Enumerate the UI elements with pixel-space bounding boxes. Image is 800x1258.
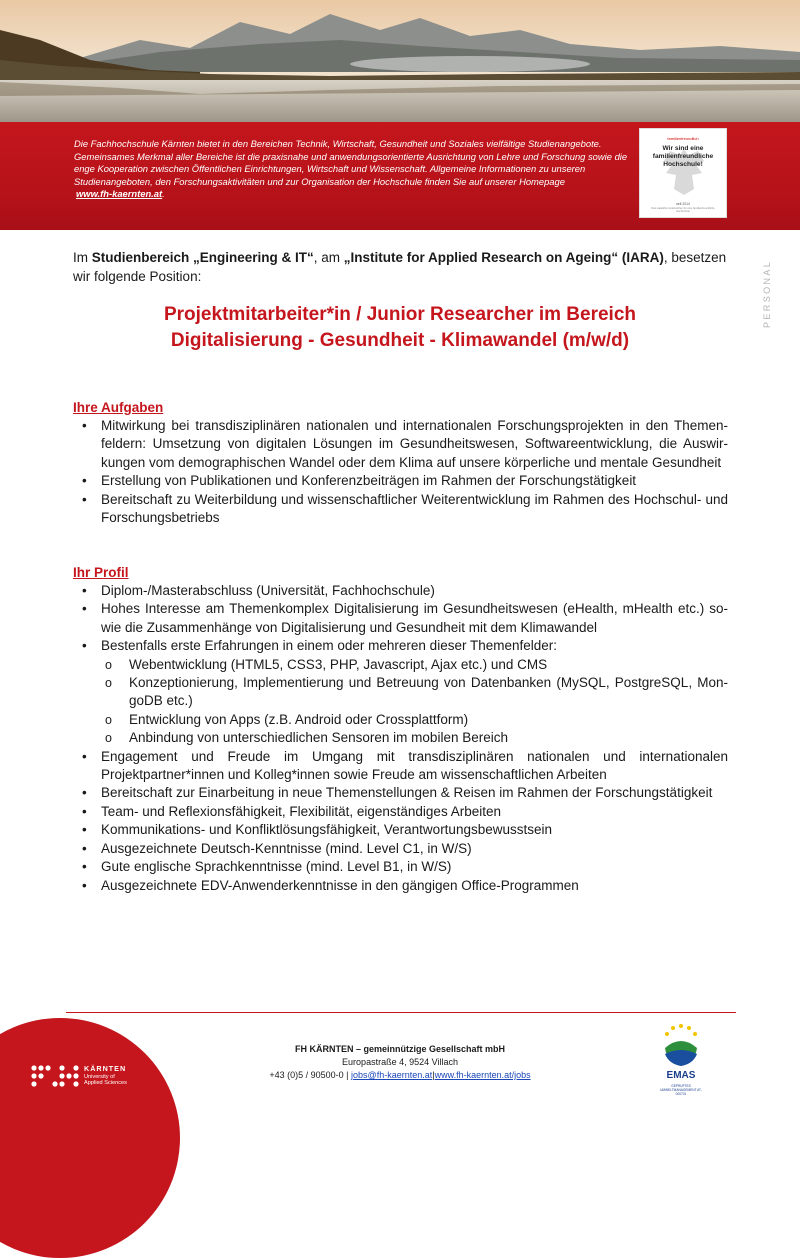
badge-small-text: Das staatliche Gütezeichen für eine familienfreundliche Hochschule [651, 207, 715, 213]
list-item: • Bereitschaft zu Weiterbildung und wissenschaftlicher Weiterentwicklung im Rahmen des Hochschul- und Forschungsbetriebs [73, 491, 728, 528]
footer-org: FH KÄRNTEN – gemeinnützige Gesellschaft mbH [294, 1044, 506, 1054]
logo-name: KÄRNTEN [84, 1064, 127, 1073]
badge-line-1: Wir sind eine [662, 145, 704, 152]
sub-list-item: o Entwicklung von Apps (z.B. Android oder Crossplattform) [101, 711, 728, 729]
aufgaben-list [73, 417, 728, 527]
sub-list-item: o Anbindung von unterschiedlichen Sensoren im mobilen Bereich [101, 729, 728, 747]
intro-institute: „Institute for Applied Research on Ageing“ (IARA) [343, 250, 664, 265]
sub-list-item: o Webentwicklung (HTML5, CSS3, PHP, Javascript, Ajax etc.) und CMS [101, 656, 728, 674]
list-item: • Engagement und Freude im Umgang mit transdisziplinären nationalen und internationalen Projektpartner*innen und Kolleg*innen sowie Freude am wissenschaftlichen Arbeiten [73, 748, 728, 785]
job-title-line-2: Digitalisierung - Gesundheit - Klimawandel (m/w/d) [170, 330, 630, 351]
list-item [73, 637, 728, 747]
job-title [73, 302, 727, 354]
list-item: • Gute englische Sprachkenntnisse (mind. Level B1, in W/S) [73, 858, 728, 876]
badge-top-text: familienfreundlich [667, 136, 699, 141]
position-intro [73, 248, 733, 286]
footer-divider [66, 1012, 736, 1013]
intro-suffix: , besetzen wir folgende Position: [73, 250, 727, 284]
profil-heading: Ihr Profil [73, 565, 129, 580]
list-item: • Hohes Interesse am Themenkomplex Digitalisierung im Gesundheitswesen (eHealth, mHealth etc.) so-wie die Zusammenhänge von Digitalisierung und Gesundheit mit dem Klimawandel [73, 600, 728, 637]
footer-email-link[interactable]: jobs@fh-kaernten.at [351, 1070, 433, 1080]
intro-middle: , am [313, 250, 344, 265]
header-landscape-image [0, 0, 800, 122]
sub-list-item: o Konzeptionierung, Implementierung und Betreuung von Datenbanken (MySQL, PostgreSQL, Mon-goDB etc.) [101, 674, 728, 711]
intro-studienbereich: Studienbereich „Engineering & IT“ [91, 250, 314, 265]
profil-list [73, 582, 728, 895]
emas-stars-icon [655, 1022, 707, 1070]
aufgaben-heading: Ihre Aufgaben [73, 400, 164, 415]
emas-small: GEPRÜFTES UMWELTMANAGEMENT AT-000731 [660, 1084, 702, 1096]
job-title-line-1: Projektmitarbeiter*in / Junior Researcher im Bereich [163, 304, 636, 325]
list-item: • Erstellung von Publikationen und Konferenzbeiträgen im Rahmen der Forschungstätigkeit [73, 472, 728, 490]
logo-line-1: University of [84, 1074, 115, 1080]
institution-intro [74, 138, 634, 201]
fh-kaernten-logo [30, 1062, 150, 1092]
list-item: • Ausgezeichnete Deutsch-Kenntnisse (mind. Level C1, in W/S) [73, 840, 728, 858]
logo-line-2: Applied Sciences [84, 1080, 127, 1087]
homepage-suffix: . [162, 188, 165, 200]
logo-subtitle [84, 1074, 127, 1086]
homepage-link[interactable]: www.fh-kaernten.at [76, 188, 163, 200]
family-friendly-badge [639, 128, 727, 218]
footer-phone: +43 (0)5 / 90500-0 | [269, 1070, 349, 1080]
badge-main-text [640, 145, 726, 169]
emas-logo [655, 1022, 707, 1122]
institution-intro-text: Die Fachhochschule Kärnten bietet in den Bereichen Technik, Wirtschaft, Gesundheit und Soziales vielfältige Studienangebote. Gemeinsames Merkmal aller Bereiche ist die praxisnahe und anwendungsorientierte Ausrichtung von Lehre und Forschung sowie die enge Kooperation zwischen Öffentlichen Einrichtungen, Wirtschaft und Wissenschaft. Allgemeine Informationen zu unseren Studienangeboten, den Forschungsaktivitäten und zur Organisation der Hochschule finden Sie auf unserer Homepage [74, 138, 628, 187]
footer-contact [200, 1043, 600, 1082]
list-item: • Team- und Reflexionsfähigkeit, Flexibilität, eigenständiges Arbeiten [73, 803, 728, 821]
side-label-personal: PERSONAL [762, 260, 772, 329]
fh-dots-icon [30, 1064, 80, 1088]
emas-word: EMAS [666, 1070, 696, 1081]
badge-line-3: Hochschule! [663, 161, 703, 168]
list-item-text: Bestenfalls erste Erfahrungen in einem oder mehreren dieser Themenfelder: [101, 638, 558, 654]
list-item: • Bereitschaft zur Einarbeitung in neue Themenstellungen & Reisen im Rahmen der Forschungstätigkeit [73, 784, 728, 802]
badge-since: seit 2014 [676, 202, 690, 206]
list-item: • Ausgezeichnete EDV-Anwenderkenntnisse in den gängigen Office-Programmen [73, 877, 728, 895]
footer-separator: | [432, 1070, 435, 1080]
list-item: • Mitwirkung bei transdisziplinären nationalen und internationalen Forschungsprojekten in den Themen-feldern: Umsetzung von digitalen Lösungen im Gesundheitswesen, Softwareentwicklung, die Auswir-kungen vom demographischen Wandel oder dem Klima auf unsere körperliche und mentale Gesundheit [73, 417, 728, 472]
list-item: • Kommunikations- und Konfliktlösungsfähigkeit, Verantwortungsbewusstsein [73, 821, 728, 839]
intro-prefix: Im [73, 250, 92, 265]
footer-jobs-link[interactable]: www.fh-kaernten.at/jobs [434, 1070, 531, 1080]
list-item: • Diplom-/Masterabschluss (Universität, Fachhochschule) [73, 582, 728, 600]
footer-red-circle [0, 1018, 180, 1258]
footer-address: Europastraße 4, 9524 Villach [342, 1057, 458, 1067]
experience-sublist [101, 656, 728, 748]
badge-line-2: familienfreundliche [652, 153, 714, 160]
footer-contacts-line [200, 1069, 600, 1082]
